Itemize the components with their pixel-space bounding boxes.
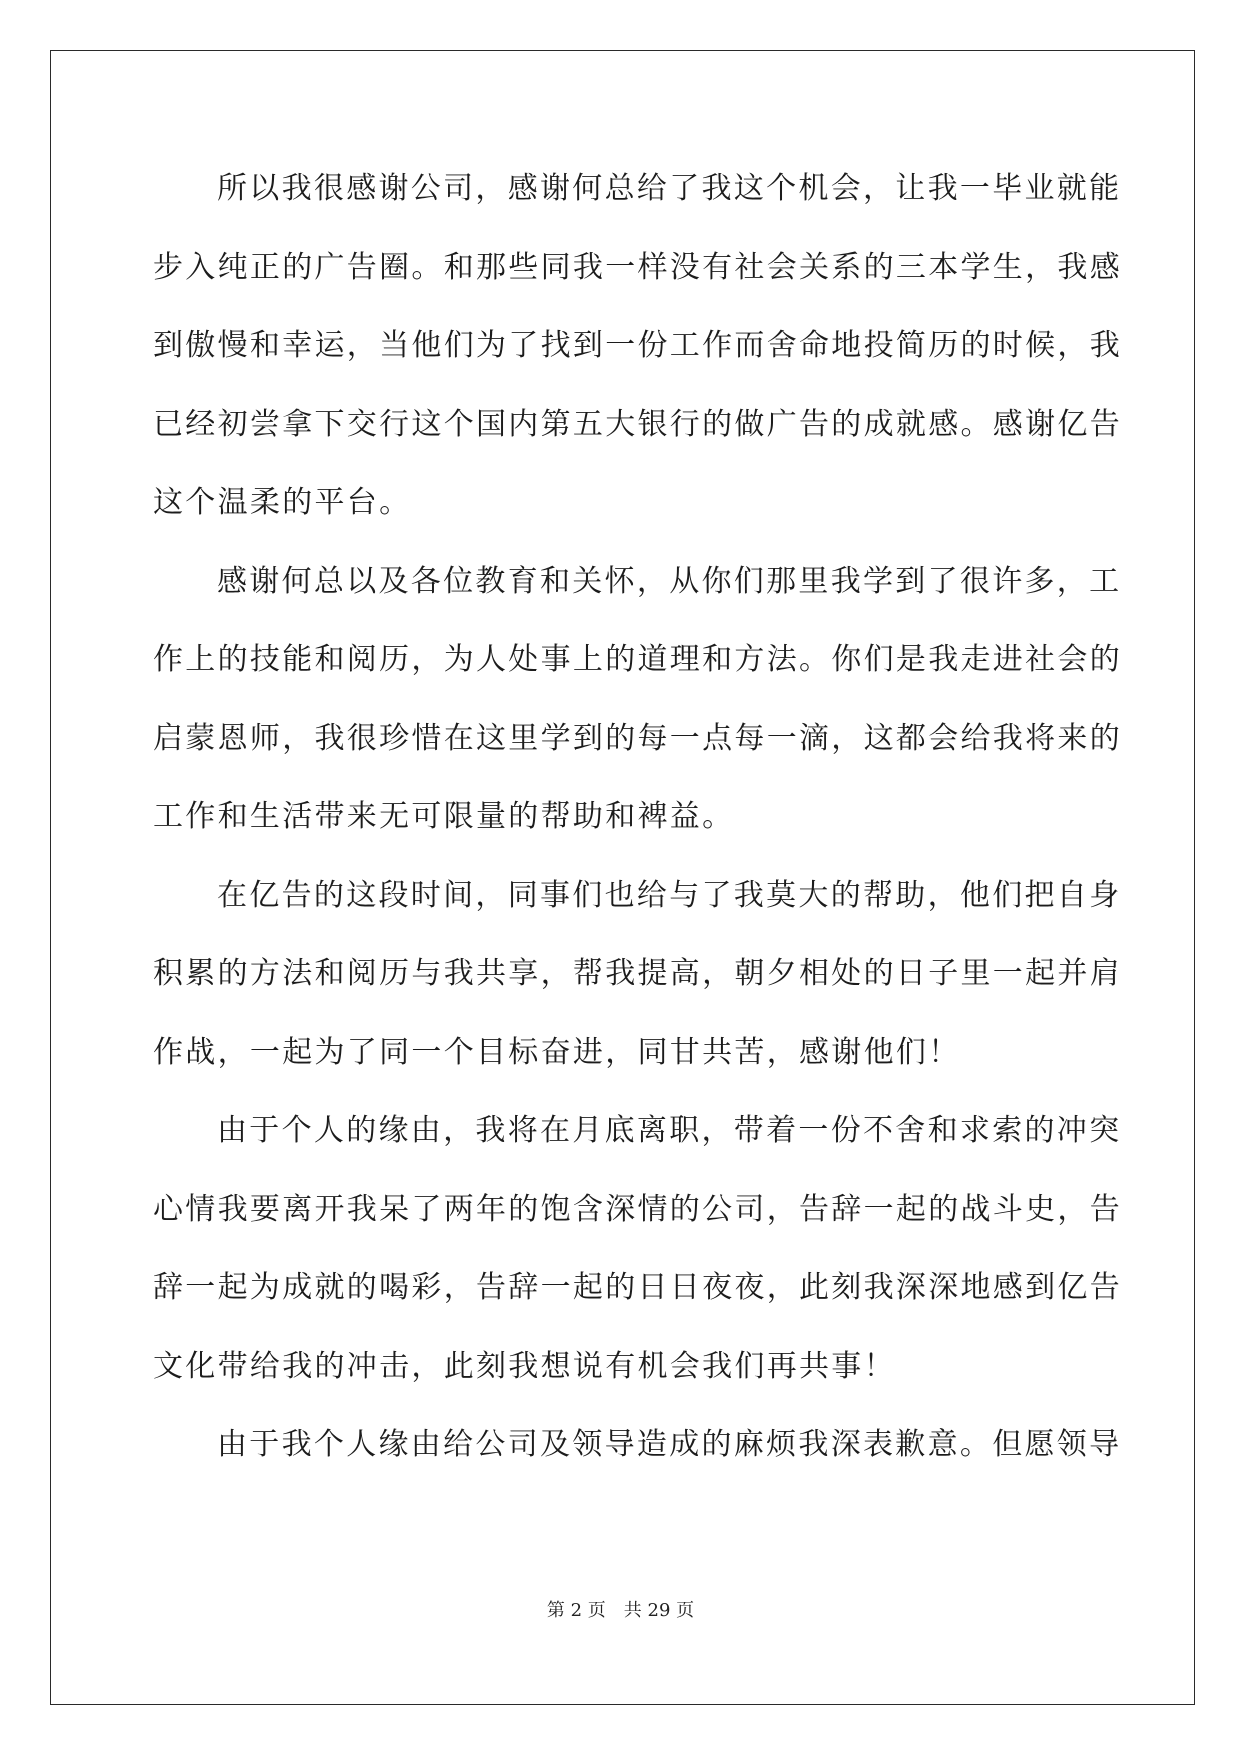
text-line: 心情我要离开我呆了两年的饱含深情的公司，告辞一起的战斗史，告 [153,1191,1122,1227]
paragraph [153,857,1122,1093]
text-line: 辞一起为成就的喝彩，告辞一起的日日夜夜，此刻我深深地感到亿告 [153,1270,1122,1305]
text-line: 到傲慢和幸运，当他们为了找到一份工作而舍命地投简历的时候，我 [153,328,1122,363]
text-line: 感谢何总以及各位教育和关怀，从你们那里我学到了很许多，工 [217,563,1122,599]
paragraph [153,543,1122,857]
text-line: 在亿告的这段时间，同事们也给与了我莫大的帮助，他们把自身 [217,877,1122,913]
text-line: 启蒙恩师，我很珍惜在这里学到的每一点每一滴，这都会给我将来的 [153,720,1122,756]
paragraph [153,150,1122,543]
text-line: 作战，一起为了同一个目标奋进，同甘共苦，感谢他们！ [153,1034,961,1070]
page-total: 共 29 页 [623,1600,695,1621]
page-footer [0,1596,1241,1622]
paragraph [153,1092,1122,1406]
text-line: 所以我很感谢公司，感谢何总给了我这个机会，让我一毕业就能 [217,171,1122,206]
text-line: 工作和生活带来无可限量的帮助和裨益。 [153,799,735,834]
text-line: 步入纯正的广告圈。和那些同我一样没有社会关系的三本学生，我感 [153,249,1122,285]
text-line: 这个温柔的平台。 [153,485,412,520]
text-line: 由于我个人缘由给公司及领导造成的麻烦我深表歉意。但愿领导 [217,1427,1122,1462]
text-line: 积累的方法和阅历与我共享，帮我提高，朝夕相处的日子里一起并肩 [153,956,1122,991]
text-line: 由于个人的缘由，我将在月底离职，带着一份不舍和求索的冲突 [217,1113,1122,1148]
text-line: 作上的技能和阅历，为人处事上的道理和方法。你们是我走进社会的 [153,642,1122,677]
text-line: 文化带给我的冲击，此刻我想说有机会我们再共事！ [153,1348,896,1384]
page-number: 第 2 页 [546,1600,606,1621]
text-line: 已经初尝拿下交行这个国内第五大银行的做广告的成就感。感谢亿告 [153,406,1122,442]
paragraph [153,1406,1122,1485]
document-body [153,150,1122,1485]
